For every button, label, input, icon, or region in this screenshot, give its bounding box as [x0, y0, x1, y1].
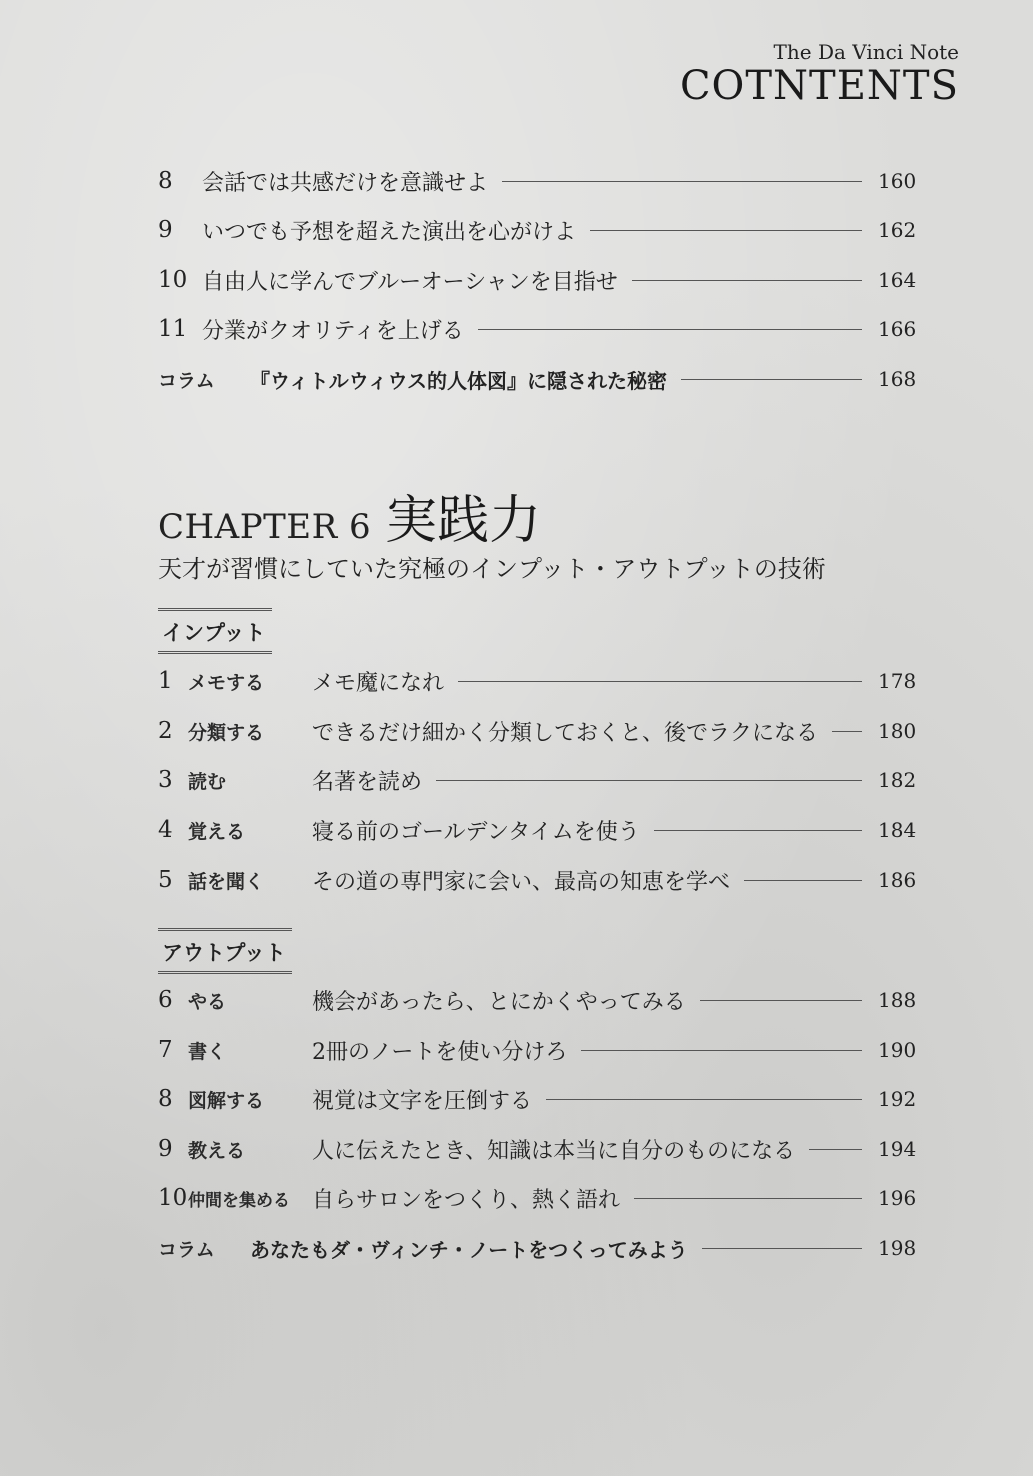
entry-title: あなたもダ・ヴィンチ・ノートをつくってみよう: [250, 1237, 688, 1262]
column-label: コラム: [158, 369, 215, 392]
toc-entry[interactable]: [158, 763, 917, 797]
section-heading-output: アウトプット: [158, 928, 292, 974]
leader-line: [436, 780, 862, 781]
toc-column-entry[interactable]: [158, 1231, 917, 1265]
entry-verb: 覚える: [188, 820, 246, 843]
leader-line: [502, 181, 862, 182]
leader-line: [478, 329, 862, 330]
contents-title: COTNTENTS: [679, 63, 959, 109]
entry-page: 196: [878, 1186, 917, 1210]
toc-entry[interactable]: [158, 1132, 917, 1166]
leader-line: [744, 880, 862, 881]
toc-entry[interactable]: [158, 312, 917, 346]
entry-number: 8: [158, 1086, 173, 1112]
entry-page: 186: [878, 868, 917, 892]
chapter-label: CHAPTER 6: [158, 507, 372, 547]
entry-verb: 図解する: [188, 1089, 265, 1112]
toc-entry[interactable]: [158, 213, 917, 247]
entry-number: 3: [158, 767, 173, 793]
leader-line: [546, 1099, 862, 1100]
entry-page: 180: [878, 719, 917, 743]
leader-line: [632, 280, 862, 281]
entry-title: 自らサロンをつくり、熱く語れ: [312, 1187, 621, 1213]
entry-page: 178: [878, 669, 917, 693]
entry-title: 2冊のノートを使い分けろ: [312, 1039, 568, 1065]
entry-title: 視覚は文字を圧倒する: [312, 1088, 533, 1114]
entry-number: 8: [158, 168, 173, 194]
entry-number: 1: [158, 668, 173, 694]
chapter-title: 実践力: [385, 491, 542, 551]
toc-entry[interactable]: [158, 983, 917, 1017]
entry-page: 198: [878, 1236, 917, 1260]
leader-line: [702, 1248, 862, 1249]
toc-entry[interactable]: [158, 664, 917, 698]
chapter-lead: 天才が習慣にしていた究極のインプット・アウトプットの技術: [158, 555, 826, 583]
leader-line: [634, 1198, 862, 1199]
toc-entry[interactable]: [158, 1033, 917, 1067]
entry-verb: 教える: [188, 1139, 246, 1162]
entry-page: 166: [878, 317, 917, 341]
column-label: コラム: [158, 1238, 215, 1261]
entry-page: 192: [878, 1087, 917, 1111]
entry-title: 『ウィトルウィウス的人体図』に隠された秘密: [250, 368, 667, 393]
toc-entry[interactable]: [158, 1082, 917, 1116]
entry-verb: 仲間を集める: [188, 1190, 290, 1211]
entry-number: 2: [158, 718, 173, 744]
entry-page: 160: [878, 169, 917, 193]
entry-title: 機会があったら、とにかくやってみる: [312, 989, 686, 1015]
entry-title: 分業がクオリティを上げる: [202, 318, 464, 344]
entry-page: 164: [878, 268, 917, 292]
entry-number: 10: [158, 1185, 188, 1211]
entry-verb: やる: [188, 990, 227, 1013]
toc-entry[interactable]: [158, 164, 917, 198]
leader-line: [458, 681, 862, 682]
entry-verb: メモする: [188, 671, 265, 694]
entry-title: 人に伝えたとき、知識は本当に自分のものになる: [312, 1138, 796, 1164]
toc-column-entry[interactable]: [158, 362, 917, 396]
leader-line: [590, 230, 862, 231]
page-header: [680, 40, 959, 108]
entry-number: 6: [158, 987, 173, 1013]
entry-number: 5: [158, 867, 173, 893]
entry-number: 11: [158, 316, 188, 342]
leader-line: [654, 830, 862, 831]
entry-verb: 話を聞く: [188, 870, 265, 893]
entry-title: 自由人に学んでブルーオーシャンを目指せ: [202, 269, 618, 295]
entry-page: 188: [878, 988, 917, 1012]
entry-page: 184: [878, 818, 917, 842]
entry-page: 182: [878, 768, 917, 792]
leader-line: [832, 731, 862, 732]
chapter-heading: [158, 478, 541, 553]
entry-verb: 読む: [188, 770, 227, 793]
entry-page: 168: [878, 367, 917, 391]
entry-page: 190: [878, 1038, 917, 1062]
entry-title: いつでも予想を超えた演出を心がけよ: [202, 219, 577, 245]
entry-number: 9: [158, 217, 173, 243]
entry-number: 7: [158, 1037, 173, 1063]
toc-entry[interactable]: [158, 263, 917, 297]
leader-line: [700, 1000, 862, 1001]
entry-title: 会話では共感だけを意識せよ: [202, 170, 489, 196]
entry-verb: 分類する: [188, 721, 265, 744]
entry-title: 寝る前のゴールデンタイムを使う: [312, 819, 640, 845]
entry-page: 194: [878, 1137, 917, 1161]
entry-verb: 書く: [188, 1040, 227, 1063]
leader-line: [681, 379, 862, 380]
entry-title: メモ魔になれ: [312, 670, 445, 696]
leader-line: [581, 1050, 862, 1051]
entry-page: 162: [878, 218, 917, 242]
leader-line: [809, 1149, 862, 1150]
toc-entry[interactable]: [158, 1181, 917, 1215]
entry-title: できるだけ細かく分類しておくと、後でラクになる: [312, 720, 819, 746]
entry-title: 名著を読め: [312, 769, 423, 795]
book-subtitle: The Da Vinci Note: [773, 40, 959, 64]
toc-entry[interactable]: [158, 863, 917, 897]
entry-number: 4: [158, 817, 173, 843]
entry-number: 9: [158, 1136, 173, 1162]
entry-title: その道の専門家に会い、最高の知恵を学べ: [312, 869, 731, 895]
toc-entry[interactable]: [158, 714, 917, 748]
entry-number: 10: [158, 267, 188, 293]
section-heading-input: インプット: [158, 608, 272, 654]
toc-entry[interactable]: [158, 813, 917, 847]
